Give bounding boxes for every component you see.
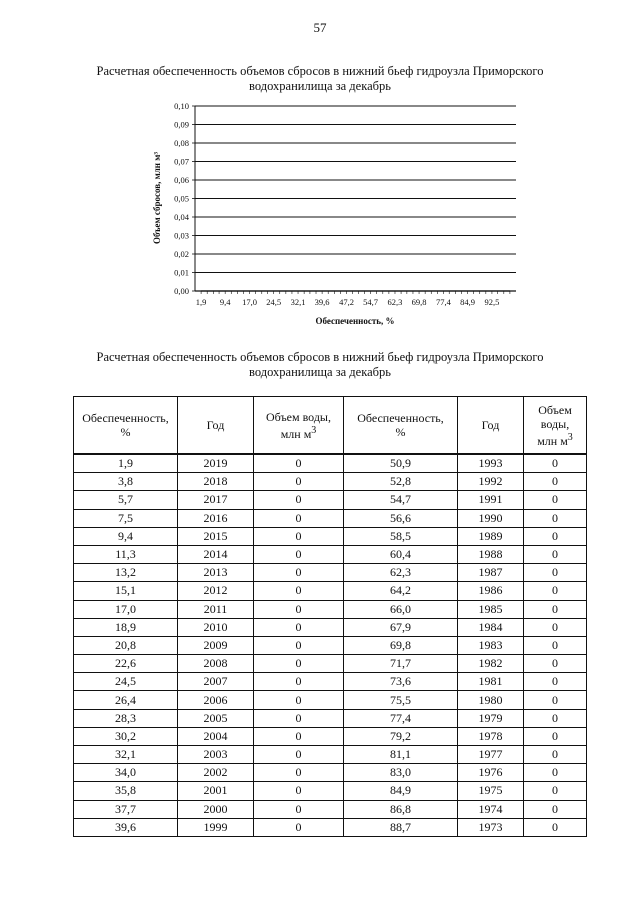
- chart-x-axis-label: Обеспеченность, %: [315, 316, 395, 326]
- cell-volume-2: 0: [524, 545, 587, 563]
- cell-volume-1: 0: [254, 454, 344, 473]
- header-volume-1-sup: 3: [311, 424, 317, 436]
- cell-supply-2: 62,3: [344, 564, 458, 582]
- table-title-line-1: Расчетная обеспеченность объемов сбросов в нижний бьеф гидроузла Приморского: [96, 350, 544, 364]
- cell-supply-2: 84,9: [344, 782, 458, 800]
- cell-supply-1: 22,6: [74, 655, 178, 673]
- table-row: [74, 709, 587, 727]
- cell-supply-2: 86,8: [344, 800, 458, 818]
- cell-year-1: 2011: [178, 600, 254, 618]
- cell-volume-2: 0: [524, 564, 587, 582]
- chart-y-tick-label: 0,10: [174, 101, 189, 111]
- chart-x-tick-label: 39,6: [314, 297, 330, 307]
- cell-year-1: 2001: [178, 782, 254, 800]
- cell-year-1: 2016: [178, 509, 254, 527]
- cell-year-2: 1983: [458, 636, 524, 654]
- table-row: [74, 764, 587, 782]
- cell-volume-2: 0: [524, 709, 587, 727]
- cell-year-2: 1975: [458, 782, 524, 800]
- table-row: [74, 636, 587, 654]
- table-row: [74, 473, 587, 491]
- cell-year-2: 1976: [458, 764, 524, 782]
- cell-volume-1: 0: [254, 600, 344, 618]
- cell-volume-1: 0: [254, 746, 344, 764]
- supply-chart: [140, 96, 540, 336]
- cell-volume-2: 0: [524, 636, 587, 654]
- table-row: [74, 509, 587, 527]
- table-row: [74, 673, 587, 691]
- table-row: [74, 454, 587, 473]
- chart-x-tick-label: 9,4: [219, 297, 231, 307]
- cell-supply-2: 83,0: [344, 764, 458, 782]
- table-row: [74, 800, 587, 818]
- table-row: [74, 582, 587, 600]
- cell-year-2: 1989: [458, 527, 524, 545]
- cell-supply-1: 13,2: [74, 564, 178, 582]
- supply-table: [73, 396, 587, 837]
- cell-volume-1: 0: [254, 545, 344, 563]
- cell-volume-2: 0: [524, 454, 587, 473]
- chart-title-line-1: Расчетная обеспеченность объемов сбросов в нижний бьеф гидроузла Приморского: [96, 64, 544, 78]
- cell-supply-1: 18,9: [74, 618, 178, 636]
- chart-y-tick-label: 0,08: [174, 138, 189, 148]
- cell-supply-2: 67,9: [344, 618, 458, 636]
- cell-volume-1: 0: [254, 655, 344, 673]
- cell-year-2: 1973: [458, 818, 524, 836]
- cell-volume-1: 0: [254, 673, 344, 691]
- cell-supply-1: 34,0: [74, 764, 178, 782]
- cell-volume-2: 0: [524, 764, 587, 782]
- cell-year-1: 2010: [178, 618, 254, 636]
- cell-supply-1: 37,7: [74, 800, 178, 818]
- cell-year-2: 1981: [458, 673, 524, 691]
- cell-supply-2: 88,7: [344, 818, 458, 836]
- chart-grid: [192, 106, 516, 294]
- chart-x-tick-label: 84,9: [460, 297, 475, 307]
- chart-x-tick-label: 32,1: [290, 297, 306, 307]
- cell-supply-2: 52,8: [344, 473, 458, 491]
- header-supply-2-line-1: Обеспеченность,: [357, 411, 444, 425]
- chart-y-axis-label: Объем сбросов, млн м³: [152, 151, 162, 245]
- header-volume-2-sup: 3: [567, 431, 573, 443]
- cell-year-2: 1979: [458, 709, 524, 727]
- cell-year-1: 2000: [178, 800, 254, 818]
- chart-x-tick-label: 77,4: [436, 297, 451, 307]
- cell-supply-1: 24,5: [74, 673, 178, 691]
- cell-year-2: 1978: [458, 727, 524, 745]
- chart-y-tick-label: 0,01: [174, 267, 189, 278]
- cell-supply-1: 20,8: [74, 636, 178, 654]
- cell-year-1: 2009: [178, 636, 254, 654]
- cell-year-2: 1987: [458, 564, 524, 582]
- cell-supply-2: 69,8: [344, 636, 458, 654]
- cell-supply-1: 15,1: [74, 582, 178, 600]
- cell-volume-1: 0: [254, 564, 344, 582]
- table-title: [70, 350, 570, 380]
- header-year-2: Год: [458, 397, 524, 455]
- cell-year-2: 1977: [458, 746, 524, 764]
- table-row: [74, 746, 587, 764]
- cell-year-2: 1993: [458, 454, 524, 473]
- table-row: [74, 527, 587, 545]
- cell-supply-1: 39,6: [74, 818, 178, 836]
- cell-supply-1: 17,0: [74, 600, 178, 618]
- cell-volume-1: 0: [254, 527, 344, 545]
- cell-volume-2: 0: [524, 746, 587, 764]
- chart-x-tick-label: 1,9: [195, 297, 207, 307]
- cell-volume-1: 0: [254, 800, 344, 818]
- cell-volume-1: 0: [254, 618, 344, 636]
- cell-supply-2: 73,6: [344, 673, 458, 691]
- chart-x-tick-label: 69,8: [411, 297, 427, 307]
- cell-volume-2: 0: [524, 509, 587, 527]
- header-supply-1: [74, 397, 178, 455]
- cell-year-2: 1980: [458, 691, 524, 709]
- cell-volume-1: 0: [254, 691, 344, 709]
- table-row: [74, 545, 587, 563]
- cell-year-1: 2005: [178, 709, 254, 727]
- cell-supply-2: 56,6: [344, 509, 458, 527]
- cell-volume-2: 0: [524, 782, 587, 800]
- chart-y-tick-label: 0,07: [174, 156, 189, 167]
- cell-supply-1: 9,4: [74, 527, 178, 545]
- cell-supply-1: 5,7: [74, 491, 178, 509]
- cell-volume-1: 0: [254, 491, 344, 509]
- cell-year-2: 1985: [458, 600, 524, 618]
- cell-volume-1: 0: [254, 782, 344, 800]
- cell-volume-2: 0: [524, 800, 587, 818]
- cell-volume-2: 0: [524, 618, 587, 636]
- cell-year-2: 1986: [458, 582, 524, 600]
- chart-y-ticks: [174, 101, 190, 296]
- header-year-1: Год: [178, 397, 254, 455]
- chart-y-tick-label: 0,02: [174, 249, 189, 259]
- table-row: [74, 818, 587, 836]
- chart-y-tick-label: 0,03: [174, 230, 189, 241]
- table-row: [74, 782, 587, 800]
- cell-volume-2: 0: [524, 527, 587, 545]
- cell-volume-2: 0: [524, 491, 587, 509]
- cell-year-1: 2015: [178, 527, 254, 545]
- table-row: [74, 727, 587, 745]
- header-volume-1-line-2: млн м: [280, 426, 312, 441]
- cell-supply-2: 81,1: [344, 746, 458, 764]
- chart-x-tick-label: 54,7: [363, 297, 379, 307]
- table-header-row: [74, 397, 587, 455]
- cell-supply-2: 58,5: [344, 527, 458, 545]
- cell-supply-1: 28,3: [74, 709, 178, 727]
- cell-year-2: 1992: [458, 473, 524, 491]
- cell-year-1: 2002: [178, 764, 254, 782]
- table-row: [74, 600, 587, 618]
- cell-year-1: 2012: [178, 582, 254, 600]
- cell-volume-1: 0: [254, 818, 344, 836]
- chart-y-tick-label: 0,06: [174, 175, 189, 185]
- cell-year-1: 2004: [178, 727, 254, 745]
- header-volume-1-line-1: Объем воды,: [265, 409, 331, 424]
- cell-year-1: 2017: [178, 491, 254, 509]
- table-row: [74, 655, 587, 673]
- cell-volume-2: 0: [524, 655, 587, 673]
- table-row: [74, 618, 587, 636]
- cell-year-2: 1974: [458, 800, 524, 818]
- cell-supply-2: 54,7: [344, 491, 458, 509]
- header-supply-2-line-2: %: [395, 425, 406, 439]
- cell-supply-1: 7,5: [74, 509, 178, 527]
- table-body: [74, 454, 587, 836]
- cell-year-2: 1984: [458, 618, 524, 636]
- cell-year-1: 2019: [178, 454, 254, 473]
- cell-supply-2: 71,7: [344, 655, 458, 673]
- cell-supply-1: 30,2: [74, 727, 178, 745]
- chart-x-tick-label: 47,2: [339, 297, 354, 307]
- table-row: [74, 691, 587, 709]
- cell-year-1: 1999: [178, 818, 254, 836]
- cell-volume-1: 0: [254, 764, 344, 782]
- chart-x-tick-label: 17,0: [242, 297, 258, 307]
- cell-supply-2: 60,4: [344, 545, 458, 563]
- header-supply-1-line-1: Обеспеченность,: [82, 411, 169, 425]
- cell-supply-1: 35,8: [74, 782, 178, 800]
- table-title-line-2: водохранилища за декабрь: [249, 365, 391, 379]
- cell-supply-2: 50,9: [344, 454, 458, 473]
- cell-supply-1: 1,9: [74, 454, 178, 473]
- cell-volume-1: 0: [254, 582, 344, 600]
- header-supply-2: [344, 397, 458, 455]
- cell-year-1: 2014: [178, 545, 254, 563]
- cell-year-1: 2018: [178, 473, 254, 491]
- cell-year-2: 1991: [458, 491, 524, 509]
- cell-year-1: 2013: [178, 564, 254, 582]
- chart-x-tick-label: 62,3: [387, 297, 403, 307]
- cell-volume-2: 0: [524, 600, 587, 618]
- page-number: 57: [313, 20, 327, 35]
- cell-supply-1: 32,1: [74, 746, 178, 764]
- table-row: [74, 564, 587, 582]
- cell-supply-2: 77,4: [344, 709, 458, 727]
- cell-volume-1: 0: [254, 636, 344, 654]
- chart-x-tick-label: 92,5: [484, 297, 500, 307]
- chart-y-tick-label: 0,04: [174, 212, 189, 222]
- cell-year-1: 2006: [178, 691, 254, 709]
- table-row: [74, 491, 587, 509]
- chart-y-tick-label: 0,05: [174, 193, 189, 204]
- header-supply-1-line-2: %: [120, 425, 131, 439]
- cell-volume-2: 0: [524, 691, 587, 709]
- cell-year-1: 2003: [178, 746, 254, 764]
- chart-y-tick-label: 0,00: [174, 286, 189, 296]
- cell-volume-1: 0: [254, 709, 344, 727]
- cell-supply-1: 26,4: [74, 691, 178, 709]
- chart-x-tick-label: 24,5: [266, 297, 282, 307]
- chart-y-tick-label: 0,09: [174, 119, 189, 130]
- cell-volume-1: 0: [254, 727, 344, 745]
- cell-supply-1: 11,3: [74, 545, 178, 563]
- cell-year-1: 2007: [178, 673, 254, 691]
- cell-volume-2: 0: [524, 818, 587, 836]
- cell-volume-2: 0: [524, 673, 587, 691]
- cell-volume-2: 0: [524, 727, 587, 745]
- cell-year-2: 1988: [458, 545, 524, 563]
- header-volume-2-line-1: Объем воды,: [538, 402, 572, 431]
- cell-year-2: 1982: [458, 655, 524, 673]
- chart-title: [70, 64, 570, 94]
- cell-supply-2: 66,0: [344, 600, 458, 618]
- header-volume-1: [254, 397, 344, 455]
- cell-volume-1: 0: [254, 509, 344, 527]
- chart-title-line-2: водохранилища за декабрь: [249, 79, 391, 93]
- cell-volume-2: 0: [524, 473, 587, 491]
- cell-year-1: 2008: [178, 655, 254, 673]
- cell-supply-1: 3,8: [74, 473, 178, 491]
- cell-volume-1: 0: [254, 473, 344, 491]
- header-volume-2-line-2: млн м: [537, 433, 568, 448]
- cell-supply-2: 75,5: [344, 691, 458, 709]
- cell-supply-2: 64,2: [344, 582, 458, 600]
- cell-volume-2: 0: [524, 582, 587, 600]
- cell-supply-2: 79,2: [344, 727, 458, 745]
- cell-year-2: 1990: [458, 509, 524, 527]
- chart-x-ticks: [196, 297, 500, 307]
- header-volume-2: [524, 397, 587, 455]
